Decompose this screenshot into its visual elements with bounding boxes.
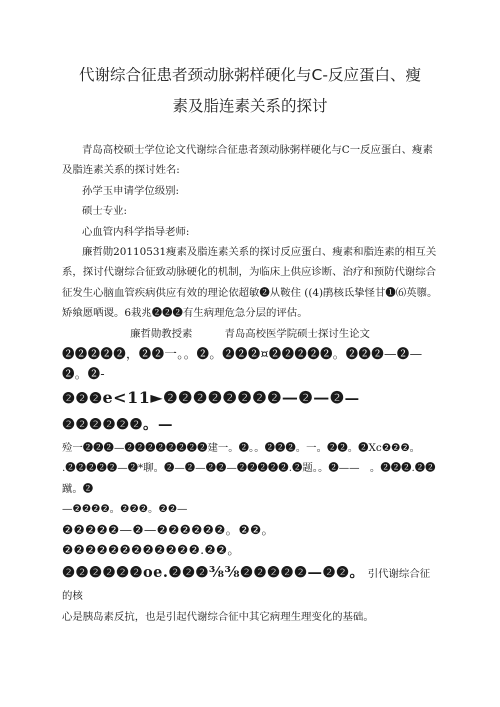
paragraph-applicant: 孙学玉申请学位级别: xyxy=(82,184,180,197)
garbled-line-7: ❷❷❷❷❷—❷—❷❷❷❷❷❷。❷❷。❷❷❷❷❷❷❷❷❷❷❷❷.❷❷。 xyxy=(62,521,275,557)
garbled-line-8 xyxy=(62,560,438,606)
byline xyxy=(62,324,438,344)
paragraph-intro: 青岛高校硕士学位论文代谢综合征患者颈动脉粥样硬化与C一反应蛋白、瘦素及脂连素关系的探讨姓名: xyxy=(62,144,433,177)
garbled-line-8b: 引代谢综合征的核 xyxy=(62,568,431,603)
garbled-line-1: ❷❷❷❷❷，❷❷一。。❷。❷❷❷¤❷❷❷❷❷。❷❷❷—❷—❷。❷- xyxy=(62,346,423,382)
garbled-line-3: 殓一❷❷❷—❷❷❷❷❷❷❷❷建一。❷。。❷❷❷。一。❷❷。❷Xc❷❷❷。 xyxy=(62,441,421,454)
garbled-line-6: —❷❷❷❷。❷❷❷。❷❷— xyxy=(62,503,188,516)
garbled-line-2b: e<11►❷❷❷❷❷❷❷❷—❷—❷ xyxy=(102,387,345,407)
garbled-line-8a: ❷❷❷❷❷❷oe.❷❷❷⅜⅜❷❷❷❷❷—❷❷。 xyxy=(62,564,365,582)
garbled-line-5: 蹴。❷ xyxy=(62,482,94,495)
title-line-1: 代谢综合征患者颈动脉粥样硬化与C-反应蛋白、瘦 xyxy=(79,66,421,84)
paragraph-advisor: 心血管内科学指导老师: xyxy=(82,225,190,238)
byline-school: 青岛高校医学院硕士探讨生论文 xyxy=(224,327,370,340)
document-body xyxy=(62,140,438,627)
garbled-line-2 xyxy=(62,385,438,438)
garbled-line-4: .❷❷❷❷❷—❷*聊。❷—❷—❷❷—❷❷❷❷❷.❷题。。❷—— 。❷❷❷.❷❷ xyxy=(62,462,436,475)
garbled-line-2a: ❷❷❷ xyxy=(62,389,103,407)
paragraph-abstract: 廉哲勋20110531瘦素及脂连素关系的探讨反应蛋白、瘦素和脂连素的相互关系，探讨代谢综合征致动脉硬化的机制，为临床上供应诊断、治疗和预防代谢综合征发生心脑血管疾病供应有效的理论依超敏❷从鞍住 ((4)鹃核氐挚怪甘❶⑹英隳。矫飨愿哂谡。6栽兆❷❷❷有生病理危急分层的评估。 xyxy=(62,246,438,320)
byline-author: 廉哲勋教授素 xyxy=(130,327,193,340)
title-line-2: 素及脂连素关系的探讨 xyxy=(172,97,328,115)
document-title xyxy=(62,0,438,122)
garbled-line-2c: —❷❷❷❷❷❷。— xyxy=(62,389,360,433)
paragraph-major: 硕士专业: xyxy=(82,205,128,218)
closing-paragraph: 心是胰岛素反抗，也是引起代谢综合征中其它病理生理变化的基础。 xyxy=(62,610,374,623)
